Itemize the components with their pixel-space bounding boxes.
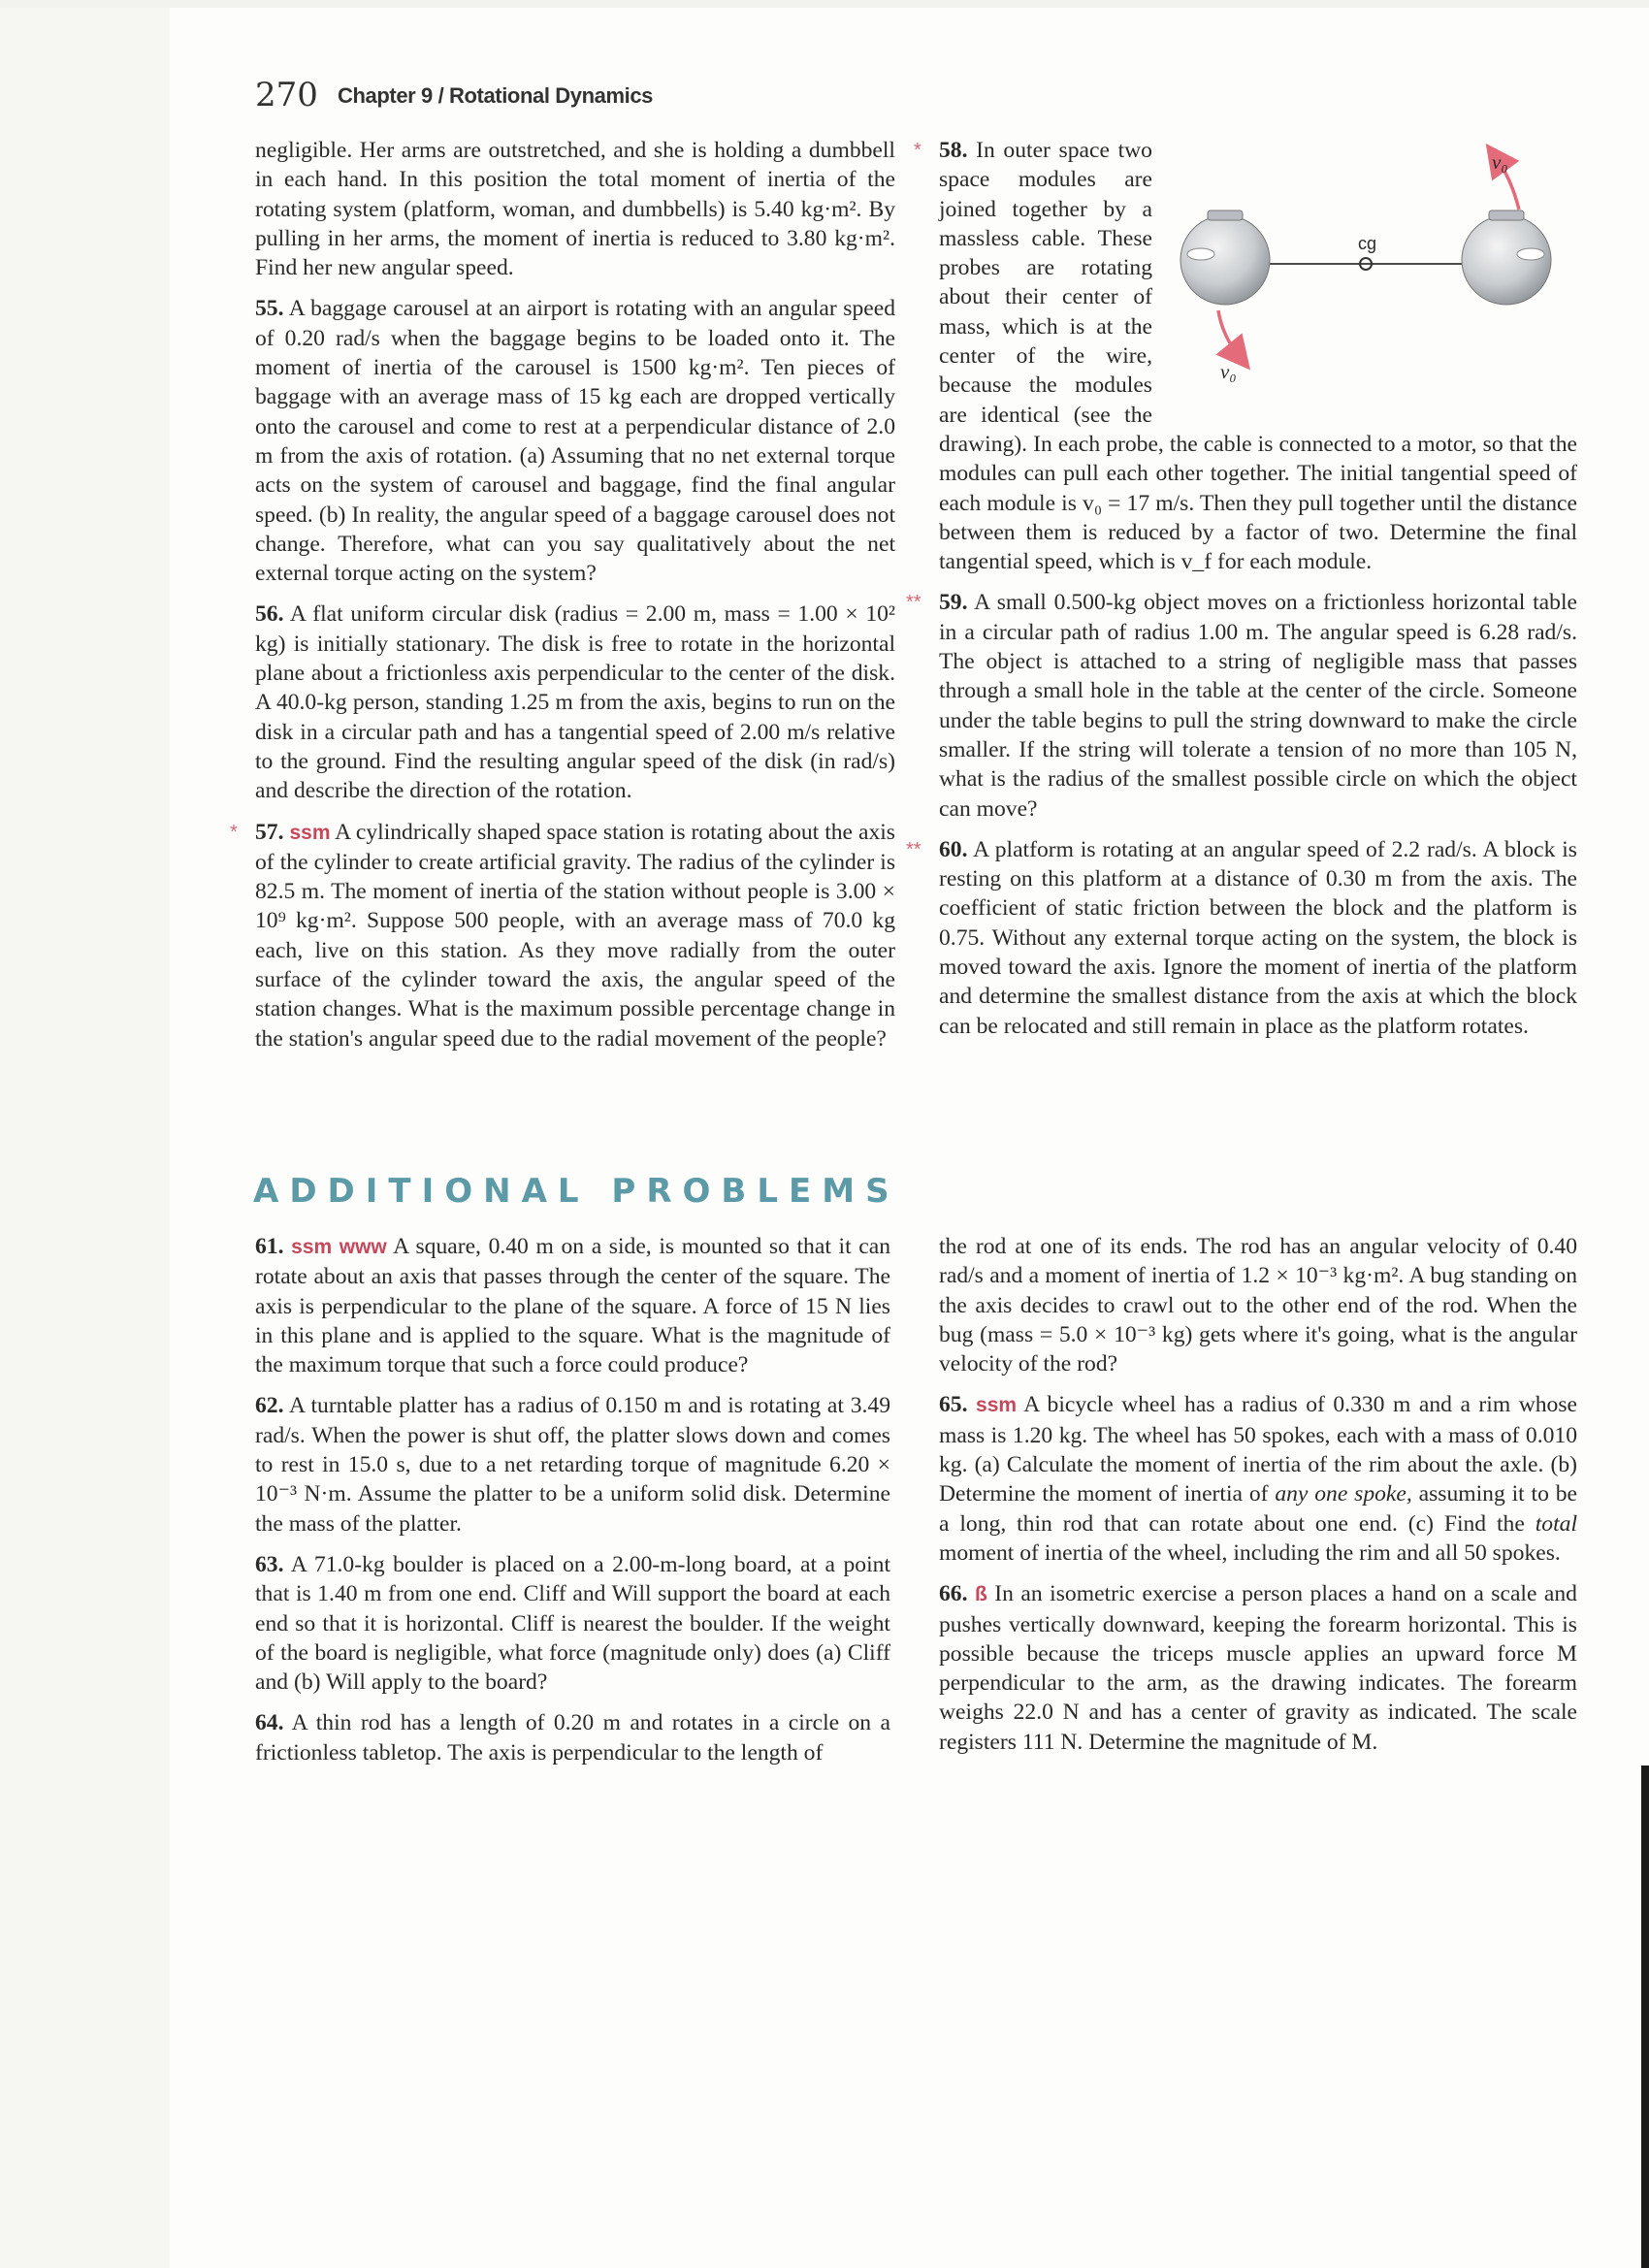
left-column-top (230, 136, 895, 1065)
velocity-label-top: v₀ (1492, 150, 1508, 174)
page-right-edge (1641, 1766, 1649, 2268)
center-of-gravity-label: cg (1358, 234, 1377, 253)
problem-56 (255, 599, 895, 805)
problem-number: 64. (255, 1710, 284, 1736)
problem-59 (906, 588, 1577, 823)
problem-63 (255, 1550, 890, 1697)
problem-number: 56. (255, 601, 284, 628)
problem-text: A turntable platter has a radius of 0.150 m and is rotating at 3.49 rad/s. When the power is shut off, the platter slows down and comes to rest in 15.0 s, due to a net retarding torque of magnitude 6.20 × 10⁻³ N·m. Assume the platter to be a uniform solid disk. Determine the mass of the platter. (255, 1393, 890, 1537)
problem-text: In outer space two space modules are joined together by a massless cable. These probes are rotating about their center of mass, which is at the center of the wire, because the modules are identical (see the drawing). In each probe, the cable is connected to a motor, so that the modules can pull each other together. The initial tangential speed of each module is v₀ = 17 m/s. Then they pull together until the distance between them is reduced by a factor of two. Determine the final tangential speed, which is v_f for each module. (939, 138, 1577, 575)
problem-text: A platform is rotating at an angular speed of 2.2 rad/s. A block is resting on this platform at a distance of 0.30 m from the axis. The coefficient of static friction between the block and the platform is 0.75. Without any external torque acting on the system, the block is moved toward the axis. Ignore the moment of inertia of the platform and determine the smallest distance from the axis at which the block can be relocated and still remain in place as the platform rotates. (939, 836, 1577, 1039)
ssm-tag: ssm (289, 821, 331, 844)
velocity-label-bottom: v₀ (1220, 360, 1237, 383)
difficulty-star: * (230, 821, 238, 843)
problem-number: 65. (939, 1392, 968, 1418)
problem-60 (906, 835, 1577, 1041)
problem-text: A cylindrically shaped space station is rotating about the axis of the cylinder to create artificial gravity. The radius of the cylinder is 82.5 m. The moment of inertia of the station without people is 3.00 × 10⁹ kg·m². Suppose 500 people, with an average mass of 70.0 kg each, live on this station. As they move radially from the outer surface of the cylinder toward the axis, the angular speed of the station changes. What is the maximum possible percentage change in the station's angular speed due to the radial movement of the people? (255, 819, 895, 1052)
emphasis-text: any one spoke, (1275, 1481, 1412, 1507)
problem-66 (939, 1579, 1577, 1757)
problem-62 (255, 1391, 890, 1538)
page-number: 270 (255, 76, 318, 114)
problem-text: A baggage carousel at an airport is rotating with an angular speed of 0.20 rad/s when the baggage begins to be loaded onto it. The moment of inertia of the carousel is 1500 kg·m². Ten pieces of baggage with an average mass of 15 kg each are dropped vertically onto the carousel and come to rest at a perpendicular distance of 2.0 m from the axis of rotation. (a) Assuming that no net external torque acts on the system of carousel and baggage, find the final angular speed. (b) In reality, the angular speed of a baggage carousel does not change. Therefore, what can you say qualitatively about the net external torque acting on the system? (255, 296, 895, 587)
ssm-www-tag: ssm www (291, 1236, 387, 1258)
problem-text: assuming it to be a long, thin rod that can rotate about one end. (c) Find the (939, 1481, 1577, 1537)
problem-number: 57. (255, 819, 284, 845)
right-column-top (906, 136, 1577, 1053)
problem-64 (255, 1708, 890, 1767)
problem-54-continuation: negligible. Her arms are outstretched, and she is holding a dumbbell in each hand. In this position the total moment of inertia of the rotating system (platform, woman, and dumbbells) is 5.40 kg·m². By pulling in her arms, the moment of inertia is reduced to 3.80 kg·m². Find her new angular speed. (255, 138, 895, 281)
problem-57 (230, 818, 895, 1053)
problem-58 (914, 136, 1577, 576)
problem-number: 55. (255, 296, 284, 322)
difficulty-star: * (914, 140, 922, 161)
right-column-bottom (939, 1232, 1577, 1768)
problem-text: moment of inertia of the wheel, including the rim and all 50 spokes. (939, 1539, 1561, 1566)
biomedical-icon: ß (974, 1583, 987, 1606)
problem-number: 62. (255, 1393, 284, 1419)
problem-text: A flat uniform circular disk (radius = 2.00 m, mass = 1.00 × 10² kg) is initially stationary. The disk is free to rotate in the horizontal plane about a frictionless axis perpendicular to the center of the disk. A 40.0-kg person, standing 1.25 m from the axis, begins to run on the disk in a circular path and has a tangential speed of 2.00 m/s relative to the ground. Find the resulting angular speed of the disk (in rad/s) and describe the direction of the rotation. (255, 601, 895, 804)
problem-55 (255, 294, 895, 588)
difficulty-star: ** (906, 592, 922, 614)
chapter-title: Chapter 9 / Rotational Dynamics (338, 83, 654, 108)
problem-number: 58. (939, 138, 968, 163)
figure-space-modules (1162, 136, 1579, 417)
problem-61 (255, 1232, 890, 1379)
ssm-tag: ssm (976, 1394, 1018, 1417)
problem-64-continuation: the rod at one of its ends. The rod has an angular velocity of 0.40 rad/s and a moment of inertia of 1.2 × 10⁻³ kg·m². A bug standing on the axis decides to crawl out to the other end of the rod. When the bug (mass = 5.0 × 10⁻³ kg) gets where it's going, what is the angular velocity of the rod? (939, 1234, 1577, 1377)
left-column-bottom (255, 1232, 890, 1779)
problem-65 (939, 1390, 1577, 1568)
problem-number: 60. (939, 836, 968, 862)
problem-number: 61. (255, 1234, 284, 1259)
problem-text: A bicycle wheel has a radius of 0.330 m and a rim whose mass is 1.20 kg. The wheel has 50 spokes, each with a mass of 0.010 kg. (a) Calculate the moment of inertia of the rim about the axle. (b) Determine the moment of inertia of (939, 1392, 1578, 1507)
difficulty-star: ** (906, 838, 922, 860)
problem-text: A thin rod has a length of 0.20 m and rotates in a circle on a frictionless tabletop. The axis is perpendicular to the length of (255, 1710, 890, 1766)
problem-number: 59. (939, 590, 968, 616)
problem-number: 66. (939, 1581, 968, 1607)
problem-text: In an isometric exercise a person places a hand on a scale and pushes vertically downward, keeping the forearm horizontal. This is possible because the triceps muscle applies an upward force M perpendicular to the arm, as the drawing indicates. The forearm weighs 22.0 N and has a center of gravity as indicated. The scale registers 111 N. Determine the magnitude of M. (939, 1581, 1577, 1755)
problem-number: 63. (255, 1551, 284, 1577)
page-top-edge (0, 0, 1649, 8)
page-margin-shadow (0, 0, 170, 2268)
problem-text: A 71.0-kg boulder is placed on a 2.00-m-long board, at a point that is 1.40 m from one end. Cliff and Will support the board at each end so that it is horizontal. Cliff is nearest the boulder. If the weight of the board is negligible, what force (magnitude only) does (a) Cliff and (b) Will apply to the board? (255, 1551, 890, 1696)
emphasis-text: total (1535, 1510, 1577, 1537)
problem-text: A square, 0.40 m on a side, is mounted so that it can rotate about an axis that passes through the center of the square. The axis is perpendicular to the plane of the square. A force of 15 N lies in this plane and is applied to the square. What is the magnitude of the maximum torque that such a force could produce? (255, 1234, 890, 1378)
problem-text: A small 0.500-kg object moves on a frictionless horizontal table in a circular path of radius 1.00 m. The angular speed is 6.28 rad/s. The object is attached to a string of negligible mass that passes through a small hole in the table at the center of the circle. Someone under the table begins to pull the string downward to make the circle smaller. If the string will tolerate a tension of no more than 105 N, what is the radius of the smallest possible circle on which the object can move? (939, 590, 1577, 822)
section-heading: ADDITIONAL PROBLEMS (253, 1172, 900, 1211)
